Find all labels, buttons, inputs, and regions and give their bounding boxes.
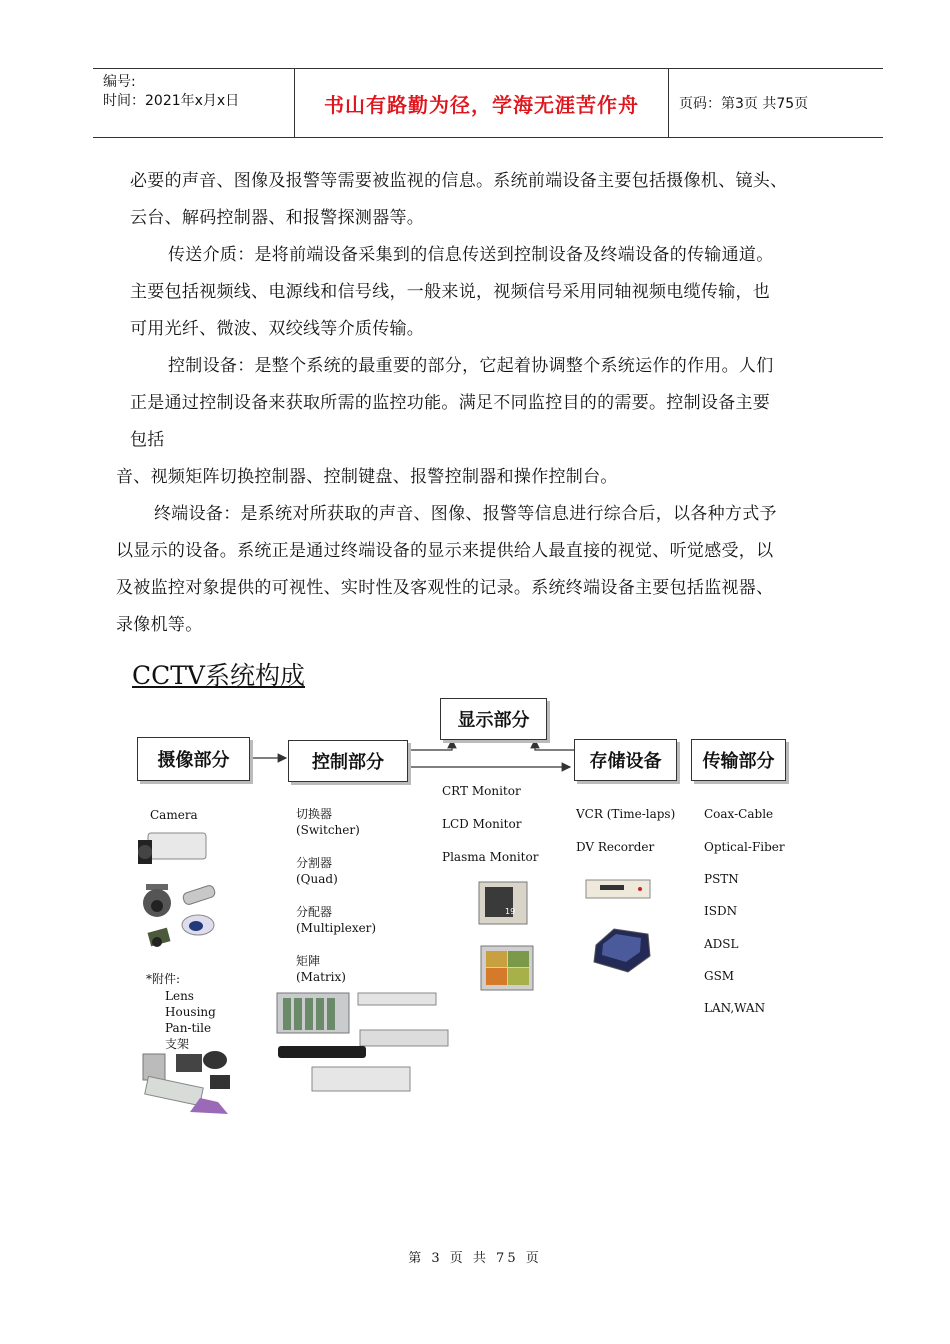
vcr-icon	[586, 880, 650, 898]
transmission-item-pstn: PSTN	[704, 872, 739, 886]
text-line: 主要包括视频线、电源线和信号线，一般来说，视频信号采用同轴视频电缆传输，也	[130, 282, 771, 302]
text-line: 录像机等。	[116, 615, 203, 635]
transmission-item-coax: Coax-Cable	[704, 807, 774, 821]
text-line: 以显示的设备。系统正是通过终端设备的显示来提供给人最直接的视觉、听觉感受，以	[116, 541, 774, 561]
control-item-en: (Switcher)	[296, 823, 360, 837]
accessory-title: *附件:	[146, 972, 181, 986]
text-line: 必要的声音、图像及报警等需要被监视的信息。系统前端设备主要包括摄像机、镜头、	[130, 171, 788, 191]
storage-item-dvr: DV Recorder	[576, 840, 655, 854]
transmission-item-lan-wan: LAN,WAN	[704, 1001, 766, 1015]
diagram-title: CCTV系统构成	[132, 661, 305, 690]
control-item-zh: 矩陣	[296, 954, 321, 968]
box-camera-section: 摄像部分	[137, 737, 250, 781]
control-item-en: (Quad)	[296, 872, 338, 886]
text-line: 可用光纤、微波、双绞线等介质传输。	[130, 319, 425, 339]
box-control-section: 控制部分	[288, 740, 408, 782]
text-line: 音、视频矩阵切换控制器、控制键盘、报警控制器和操作控制台。	[116, 467, 618, 487]
display-item-lcd: LCD Monitor	[442, 817, 522, 831]
text-line: 传送介质：是将前端设备采集到的信息传送到控制设备及终端设备的传输通道。	[168, 245, 774, 265]
accessory-housing: Housing	[165, 1005, 216, 1019]
text-line: 控制设备：是整个系统的最重要的部分，它起着协调整个系统运作的作用。人们	[168, 356, 774, 376]
accessory-lens: Lens	[165, 989, 194, 1003]
monitor-size-label: 19	[505, 907, 516, 916]
text-line: 终端设备：是系统对所获取的声音、图像、报警等信息进行综合后，以各种方式予	[154, 504, 777, 524]
control-item-zh: 切换器	[296, 807, 333, 821]
display-item-crt: CRT Monitor	[442, 784, 521, 798]
camera-label: Camera	[150, 808, 198, 822]
box-storage-section: 存储设备	[574, 739, 677, 781]
control-item-en: (Matrix)	[296, 970, 346, 984]
code-label: 编号:	[103, 74, 136, 90]
transmission-item-gsm: GSM	[704, 969, 735, 983]
transmission-item-adsl: ADSL	[704, 937, 739, 951]
box-display-section: 显示部分	[440, 698, 547, 740]
time-label: 时间：2021年x月x日	[103, 93, 240, 109]
header-page-info: 页码：第3页 共75页	[679, 96, 809, 112]
page-footer: 第 3 页 共 75 页	[408, 1251, 542, 1266]
transmission-item-fiber: Optical-Fiber	[704, 840, 785, 854]
text-line: 云台、解码控制器、和报警探测器等。	[130, 208, 425, 228]
storage-item-vcr: VCR (Time-laps)	[576, 807, 676, 821]
dv-recorder-icon	[594, 929, 650, 972]
accessory-pan-tilt: Pan-tile	[165, 1021, 212, 1035]
text-line: 及被监控对象提供的可视性、实时性及客观性的记录。系统终端设备主要包括监视器、	[116, 578, 774, 598]
control-item-zh: 分割器	[296, 856, 333, 870]
header-motto: 书山有路勤为径，学海无涯苦作舟	[324, 92, 639, 117]
text-line: 包括	[130, 430, 165, 450]
display-item-plasma: Plasma Monitor	[442, 850, 539, 864]
transmission-item-isdn: ISDN	[704, 904, 738, 918]
control-item-zh: 分配器	[296, 905, 333, 919]
text-line: 正是通过控制设备来获取所需的监控功能。满足不同监控目的的需要。控制设备主要	[130, 393, 771, 413]
control-item-en: (Multiplexer)	[296, 921, 377, 935]
box-transmission-section: 传输部分	[691, 739, 786, 781]
accessory-bracket: 支架	[165, 1037, 190, 1051]
